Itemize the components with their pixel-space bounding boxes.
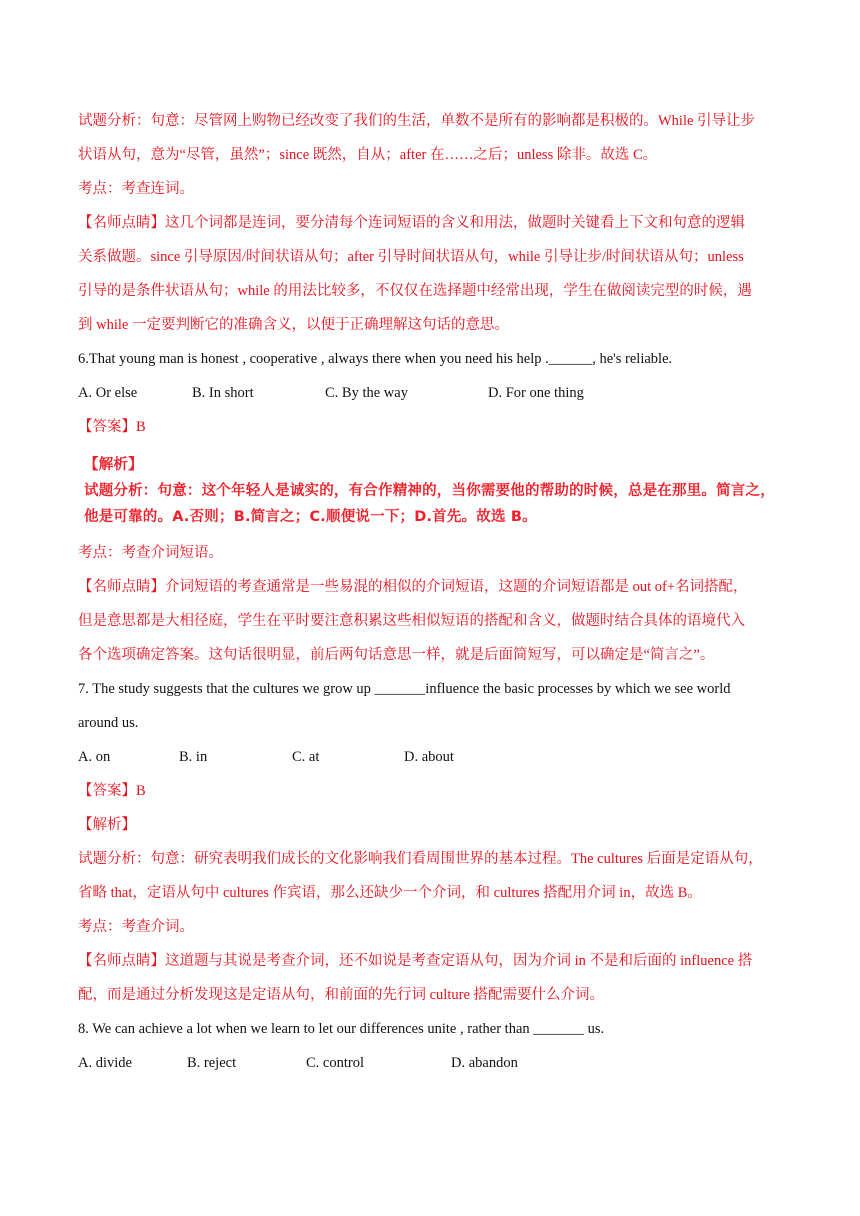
q5-teacher-note-line-1: 【名师点睛】这几个词都是连词，要分清每个连词短语的含义和用法，做题时关键看上下文和句意的逻辑: [78, 215, 745, 231]
q8-option-b: B. reject: [187, 1055, 237, 1071]
q6-analysis-image-heading: 【解析】: [84, 457, 143, 473]
q6-point: 考点：考查介词短语。: [78, 545, 223, 561]
q8-option-a: A. divide: [78, 1055, 132, 1071]
q7-analysis-line-2: 省略 that，定语从句中 cultures 作宾语，那么还缺少一个介词，和 cultures 搭配用介词 in，故选 B。: [78, 885, 702, 901]
q6-option-c: C. By the way: [325, 385, 408, 401]
q7-option-a: A. on: [78, 749, 111, 765]
q8-option-d: D. abandon: [451, 1055, 518, 1071]
q6-teacher-note-line-2: 但是意思都是大相径庭，学生在平时要注意积累这些相似短语的搭配和含义，做题时结合具体的语境代入: [78, 613, 745, 629]
q7-option-c: C. at: [292, 749, 320, 765]
q5-teacher-note-line-2: 关系做题。since 引导原因/时间状语从句；after 引导时间状语从句，while 引导让步/时间状语从句；unless: [78, 249, 744, 265]
q7-options: [78, 740, 784, 774]
q6-teacher-note-line-1: 【名师点睛】介词短语的考查通常是一些易混的相似的介词短语，这题的介词短语都是 out of+名词搭配，: [78, 579, 748, 595]
q6-teacher-note-line-3: 各个选项确定答案。这句话很明显，前后两句话意思一样，就是后面简短写，可以确定是“简言之”。: [78, 647, 715, 663]
q5-point: 考点：考查连词。: [78, 181, 194, 197]
q7-option-b: B. in: [179, 749, 208, 765]
q7-point: 考点：考查介词。: [78, 919, 194, 935]
q7-stem-line-2: around us.: [78, 715, 139, 731]
q8-options: [78, 1046, 784, 1080]
q7-option-d: D. about: [404, 749, 454, 765]
q5-analysis-line-2: 状语从句，意为“尽管，虽然”；since 既然，自从；after 在……之后；unless 除非。故选 C。: [78, 147, 658, 163]
q6-option-d: D. For one thing: [488, 385, 584, 401]
document-content: [78, 104, 784, 1080]
q8-stem: 8. We can achieve a lot when we learn to let our differences unite , rather than _______ us.: [78, 1021, 605, 1037]
q7-teacher-note-line-2: 配，而是通过分析发现这是定语从句，和前面的先行词 culture 搭配需要什么介词。: [78, 987, 605, 1003]
q6-analysis-image: [84, 452, 784, 530]
q7-analysis-heading: 【解析】: [78, 817, 136, 833]
q6-option-a: A. Or else: [78, 385, 138, 401]
q7-answer: 【答案】B: [78, 783, 146, 799]
q5-analysis-line-1: 试题分析：句意：尽管网上购物已经改变了我们的生活，单数不是所有的影响都是积极的。While 引导让步: [78, 113, 756, 129]
q6-answer: 【答案】B: [78, 419, 146, 435]
q6-analysis-image-line-2: 他是可靠的。A.否则；B.简言之；C.顺便说一下；D.首先。故选 B。: [84, 509, 537, 525]
q6-analysis-image-line-1: 试题分析：句意：这个年轻人是诚实的，有合作精神的，当你需要他的帮助的时候，总是在那里。简言之，: [84, 483, 775, 499]
q6-options: [78, 376, 784, 410]
q8-option-c: C. control: [306, 1055, 364, 1071]
q5-teacher-note-line-3: 引导的是条件状语从句；while 的用法比较多，不仅仅在选择题中经常出现，学生在做阅读完型的时候，遇: [78, 283, 752, 299]
q6-stem: 6.That young man is honest , cooperative , always there when you need his help .______, he's reliable.: [78, 351, 673, 367]
q7-teacher-note-line-1: 【名师点睛】这道题与其说是考查介词，还不如说是考查定语从句，因为介词 in 不是和后面的 influence 搭: [78, 953, 753, 969]
q6-option-b: B. In short: [192, 385, 254, 401]
q7-analysis-line-1: 试题分析：句意：研究表明我们成长的文化影响我们看周围世界的基本过程。The cultures 后面是定语从句，: [78, 851, 763, 867]
q5-teacher-note-line-4: 到 while 一定要判断它的准确含义，以便于正确理解这句话的意思。: [78, 317, 509, 333]
q7-stem-line-1: 7. The study suggests that the cultures we grow up _______influence the basic processes by which we see world: [78, 681, 731, 697]
